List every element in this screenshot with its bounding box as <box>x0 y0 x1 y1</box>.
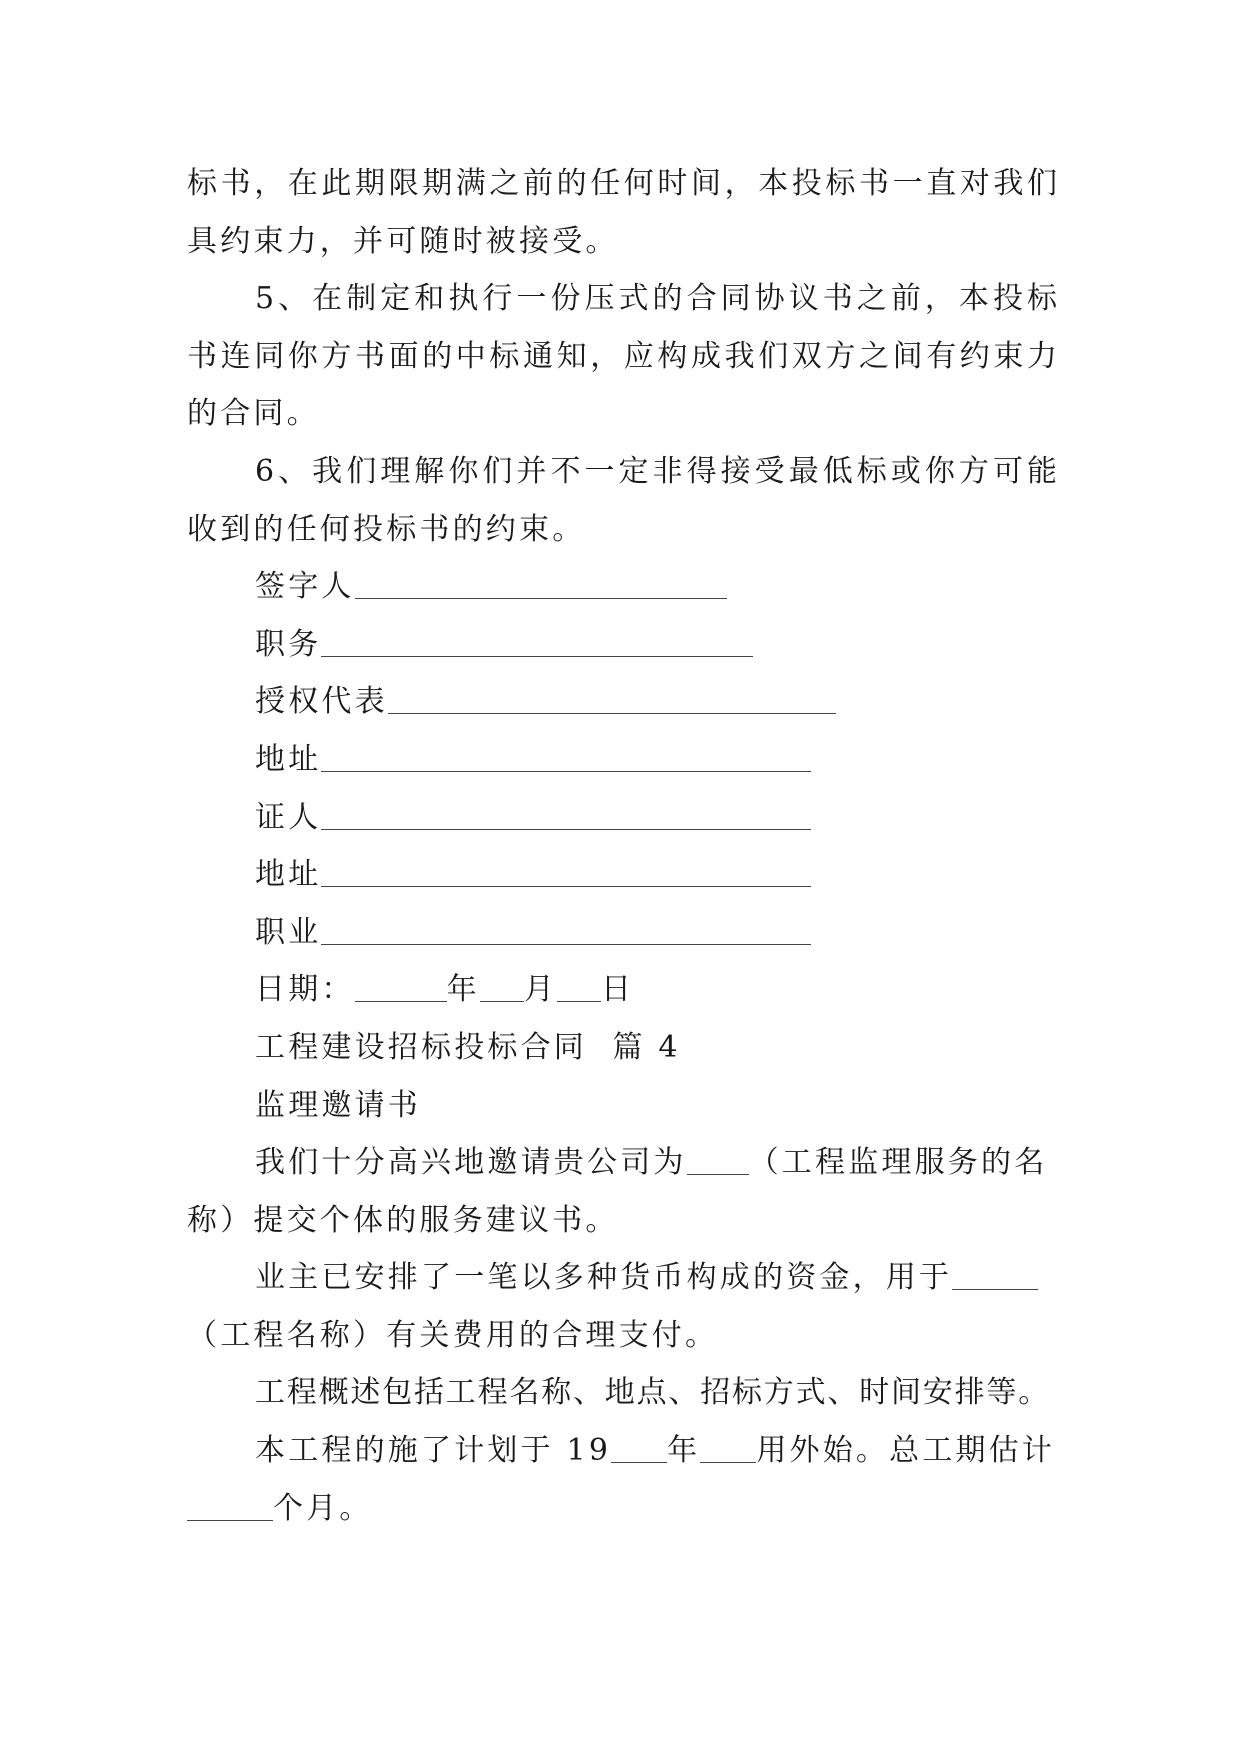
paragraph-line: 6、我们理解你们并不一定非得接受最低标或你方可能 <box>255 453 1057 489</box>
paragraph-line <box>187 1422 1057 1480</box>
address-field <box>187 731 1057 789</box>
paragraph-line: 具约束力，并可随时被接受。 <box>187 223 619 259</box>
service-blank <box>687 1150 749 1175</box>
schedule-text: 本工程的施了计划于 19 <box>255 1433 612 1469</box>
year-blank <box>355 977 447 1002</box>
authorized-rep-label: 授权代表 <box>255 684 388 720</box>
invite-text-cont: （工程监理服务的名 <box>748 1145 1048 1181</box>
section-subheading: 监理邀请书 <box>255 1087 421 1123</box>
position-label: 职务 <box>255 626 322 662</box>
occupation-blank <box>321 920 811 945</box>
document-body <box>187 155 1057 1537</box>
paragraph-line <box>187 1480 1057 1538</box>
witness-field <box>187 789 1057 847</box>
day-blank <box>557 977 601 1002</box>
occupation-label: 职业 <box>255 914 322 950</box>
signer-blank <box>355 574 727 599</box>
witness-blank <box>321 805 811 830</box>
witness-label: 证人 <box>255 799 322 835</box>
paragraph-line: 书连同你方书面的中标通知，应构成我们双方之间有约束力 <box>187 338 1057 374</box>
year-start-blank <box>611 1438 667 1463</box>
section-heading: 工程建设招标投标合同 篇 4 <box>255 1029 681 1065</box>
schedule-text-cont: 用外始。总工期估计 <box>756 1433 1056 1469</box>
day-label: 日 <box>601 972 635 1008</box>
paragraph-line: 工程概述包括工程名称、地点、招标方式、时间安排等。 <box>255 1375 1050 1411</box>
paragraph-line <box>187 1249 1057 1307</box>
date-label: 日期： <box>255 972 355 1008</box>
signer-label: 签字人 <box>255 569 355 605</box>
authorized-rep-blank <box>388 689 836 714</box>
paragraph-line: 收到的任何投标书的约束。 <box>187 511 586 547</box>
date-field <box>187 961 1057 1019</box>
invite-text: 我们十分高兴地邀请贵公司为 <box>255 1145 687 1181</box>
address-blank <box>321 747 811 772</box>
paragraph-line <box>187 1134 1057 1192</box>
address2-blank <box>321 862 811 887</box>
duration-blank <box>187 1496 273 1521</box>
month-start-blank <box>700 1438 756 1463</box>
funding-text: 业主已安排了一笔以多种货币构成的资金，用于 <box>255 1260 953 1296</box>
project-name-blank <box>952 1265 1038 1290</box>
address-label: 地址 <box>255 741 322 777</box>
signer-field <box>187 558 1057 616</box>
paragraph-line: 标书，在此期限期满之前的任何时间，本投标书一直对我们 <box>187 166 1057 201</box>
schedule-year: 年 <box>667 1433 701 1469</box>
year-label: 年 <box>446 972 480 1008</box>
authorized-rep-field <box>187 673 1057 731</box>
paragraph-line: 的合同。 <box>187 396 320 432</box>
month-label: 月 <box>523 972 558 1008</box>
paragraph-line: 5、在制定和执行一份压式的合同协议书之前，本投标 <box>255 281 1057 317</box>
position-blank <box>321 632 753 657</box>
position-field <box>187 616 1057 674</box>
address2-field <box>187 846 1057 904</box>
month-blank <box>480 977 524 1002</box>
address2-label: 地址 <box>255 857 322 893</box>
paragraph-line: （工程名称）有关费用的合理支付。 <box>187 1317 719 1353</box>
duration-text: 个月。 <box>273 1490 373 1526</box>
occupation-field <box>187 904 1057 962</box>
paragraph-line: 称）提交个体的服务建议书。 <box>187 1202 619 1238</box>
